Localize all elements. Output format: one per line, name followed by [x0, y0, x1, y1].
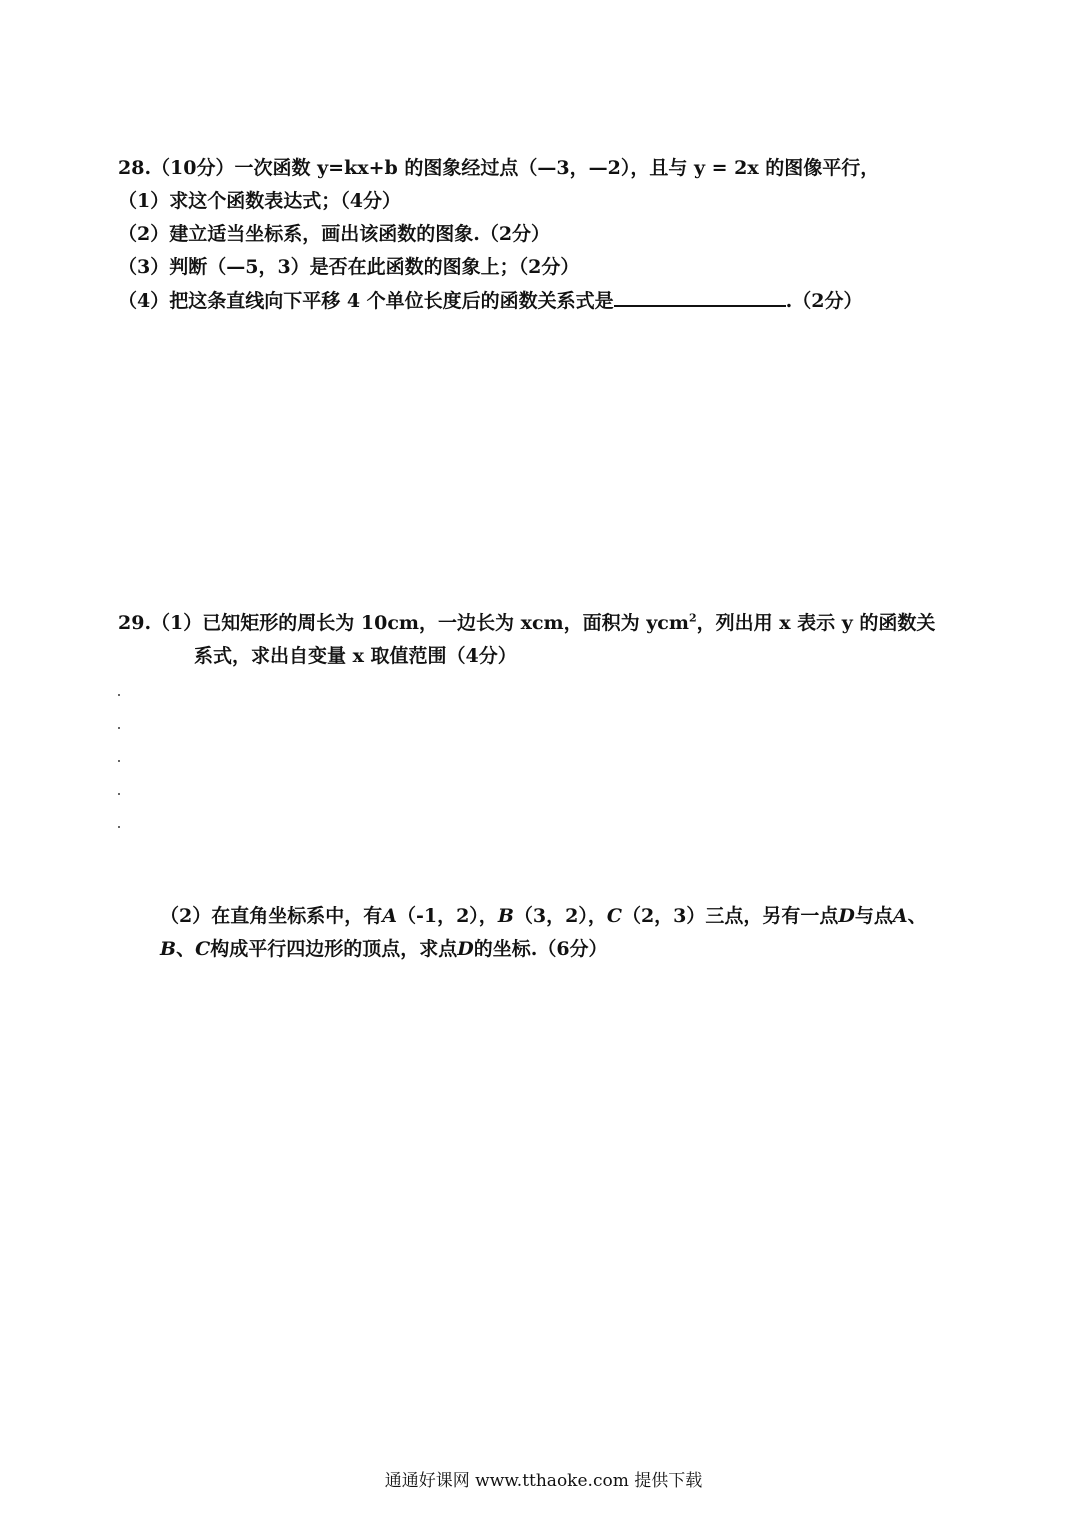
point-label: A — [382, 905, 397, 927]
margin-dot — [118, 826, 120, 828]
margin-dot — [118, 760, 120, 762]
margin-dot — [118, 727, 120, 729]
point-coord: （-1，2）， — [396, 905, 498, 927]
q29-part1-cont: 系式，求出自变量 x 取值范围（4分） — [194, 645, 517, 667]
q29-part2-text-d: 的坐标.（6分） — [473, 938, 608, 960]
separator: 、 — [907, 905, 927, 927]
q29-part2-cont — [160, 936, 608, 962]
point-label: C — [606, 905, 622, 927]
margin-dot — [118, 694, 120, 696]
point-coord: （2，3）三点，另有一点 — [621, 905, 839, 927]
point-label: D — [457, 938, 474, 960]
q29-part1 — [118, 610, 935, 636]
answer-blank — [614, 287, 786, 307]
separator: 、 — [176, 938, 196, 960]
q28-part4-text: （4）把这条直线向下平移 4 个单位长度后的函数关系式是 — [118, 290, 614, 312]
q29-part2-text-b: 与点 — [854, 905, 893, 927]
point-label: D — [838, 905, 855, 927]
point-label: B — [497, 905, 514, 927]
point-coord: （3，2）， — [513, 905, 607, 927]
point-label: C — [195, 938, 211, 960]
page-footer: 通通好课网 www.tthaoke.com 提供下载 — [384, 1471, 703, 1491]
superscript: 2 — [688, 611, 697, 625]
q28-part4 — [118, 287, 863, 314]
q29-part2 — [160, 903, 927, 929]
margin-dot — [118, 793, 120, 795]
point-label: A — [892, 905, 908, 927]
q29-part1-text-a: 29.（1）已知矩形的周长为 10cm，一边长为 xcm，面积为 ycm — [118, 612, 689, 634]
q28-part2: （2）建立适当坐标系，画出该函数的图象.（2分） — [118, 223, 551, 245]
q29-part2-text-a: （2）在直角坐标系中，有 — [160, 905, 383, 927]
q29-part2-text-c: 构成平行四边形的顶点，求点 — [210, 938, 458, 960]
q28-part1: （1）求这个函数表达式；（4分） — [118, 190, 401, 212]
q28-stem-part2: = 2x 的图像平行， — [711, 157, 880, 179]
point-label: B — [160, 938, 177, 960]
q28-stem — [118, 155, 879, 181]
q28-stem-part1: 28.（10分）一次函数 y=kx+b 的图象经过点（—3，—2），且与 y — [118, 157, 705, 179]
q29-part1-text-b: ，列出用 x 表示 y 的函数关 — [696, 612, 936, 634]
q28-part3: （3）判断（—5，3）是否在此函数的图象上；（2分） — [118, 256, 580, 278]
q28-part4-score: .（2分） — [785, 290, 863, 312]
